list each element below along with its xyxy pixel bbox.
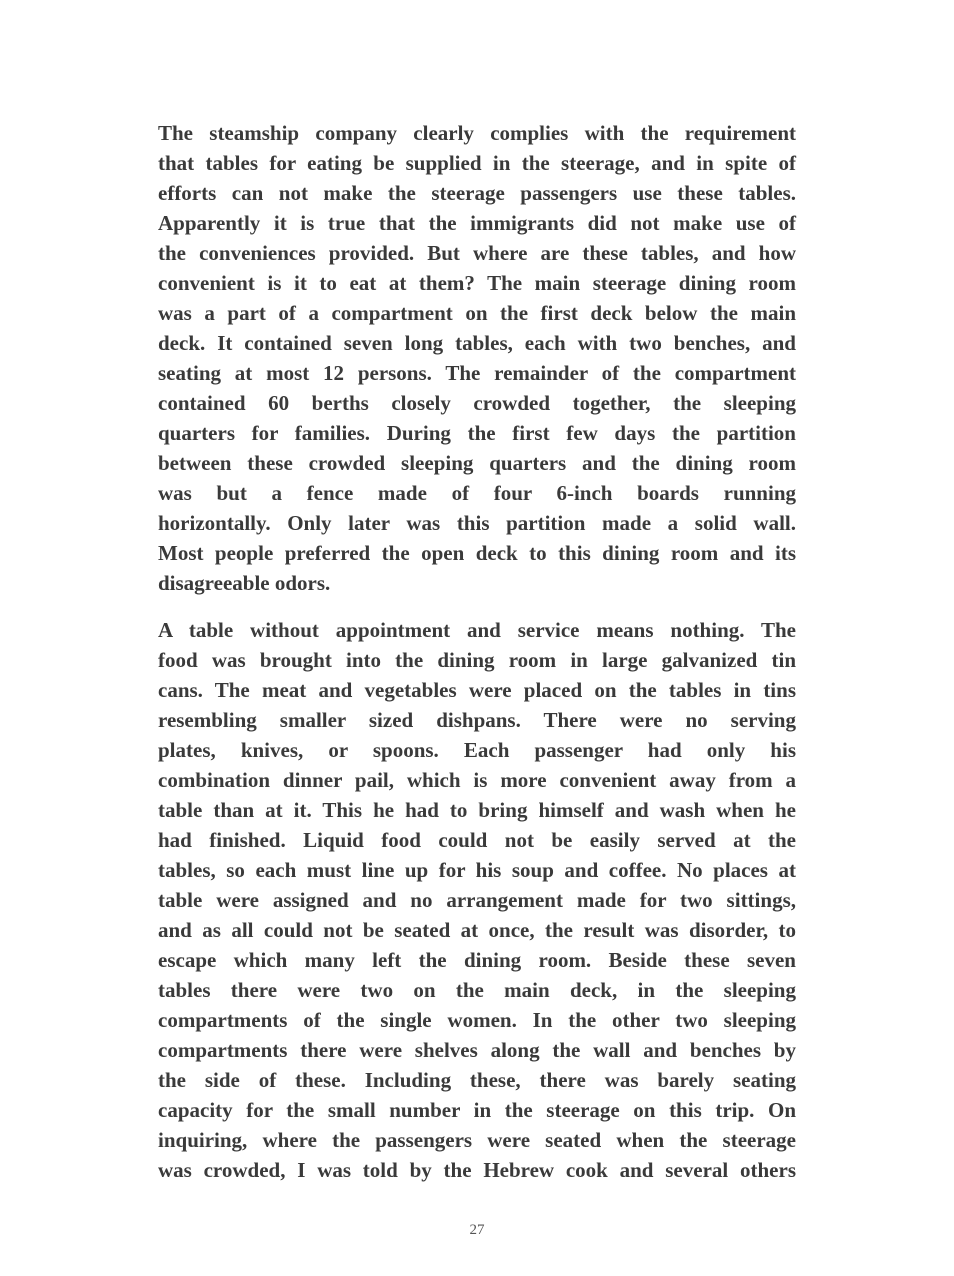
text-line: that tables for eating be supplied in the steerage, and in spite of <box>158 151 796 175</box>
text-line: plates, knives, or spoons. Each passenger had only his <box>158 738 796 762</box>
text-line: had finished. Liquid food could not be easily served at the <box>158 828 796 852</box>
text-line: the conveniences provided. But where are these tables, and how <box>158 241 796 265</box>
text-line: escape which many left the dining room. Beside these seven <box>158 948 796 972</box>
text-line: disagreeable odors. <box>158 571 331 595</box>
text-line: table were assigned and no arrangement made for two sittings, <box>158 888 796 912</box>
text-line: A table without appointment and service means nothing. The <box>158 618 796 642</box>
text-line: Apparently it is true that the immigrants did not make use of <box>158 211 796 235</box>
text-line: deck. It contained seven long tables, each with two benches, and <box>158 331 796 355</box>
text-line: cans. The meat and vegetables were placed on the tables in tins <box>158 678 796 702</box>
text-line: contained 60 berths closely crowded together, the sleeping <box>158 391 796 415</box>
text-line: seating at most 12 persons. The remainder of the compartment <box>158 361 796 385</box>
text-line: Most people preferred the open deck to this dining room and its <box>158 541 796 565</box>
text-line: efforts can not make the steerage passengers use these tables. <box>158 181 796 205</box>
text-line: combination dinner pail, which is more convenient away from a <box>158 768 796 792</box>
paragraph-2 <box>158 615 796 1185</box>
text-line: convenient is it to eat at them? The main steerage dining room <box>158 271 796 295</box>
text-line: was a part of a compartment on the first deck below the main <box>158 301 796 325</box>
text-line: inquiring, where the passengers were seated when the steerage <box>158 1128 796 1152</box>
paragraph-1 <box>158 118 796 598</box>
paragraph-spacer <box>158 598 796 615</box>
text-line: tables there were two on the main deck, in the sleeping <box>158 978 796 1002</box>
text-line: compartments there were shelves along the wall and benches by <box>158 1038 796 1062</box>
text-line: between these crowded sleeping quarters and the dining room <box>158 451 796 475</box>
text-line: table than at it. This he had to bring himself and wash when he <box>158 798 796 822</box>
text-line: was but a fence made of four 6-inch boards running <box>158 481 796 505</box>
text-line: capacity for the small number in the steerage on this trip. On <box>158 1098 796 1122</box>
text-line: horizontally. Only later was this partition made a solid wall. <box>158 511 796 535</box>
body-text <box>158 118 796 1185</box>
text-line: the side of these. Including these, there was barely seating <box>158 1068 796 1092</box>
text-line: was crowded, I was told by the Hebrew cook and several others <box>158 1158 796 1182</box>
text-line: The steamship company clearly complies with the requirement <box>158 121 796 145</box>
text-line: food was brought into the dining room in large galvanized tin <box>158 648 796 672</box>
text-line: tables, so each must line up for his soup and coffee. No places at <box>158 858 796 882</box>
text-line: resembling smaller sized dishpans. There were no serving <box>158 708 796 732</box>
text-line: compartments of the single women. In the other two sleeping <box>158 1008 796 1032</box>
text-line: quarters for families. During the first few days the partition <box>158 421 796 445</box>
page-number: 27 <box>469 1222 485 1238</box>
text-line: and as all could not be seated at once, the result was disorder, to <box>158 918 796 942</box>
